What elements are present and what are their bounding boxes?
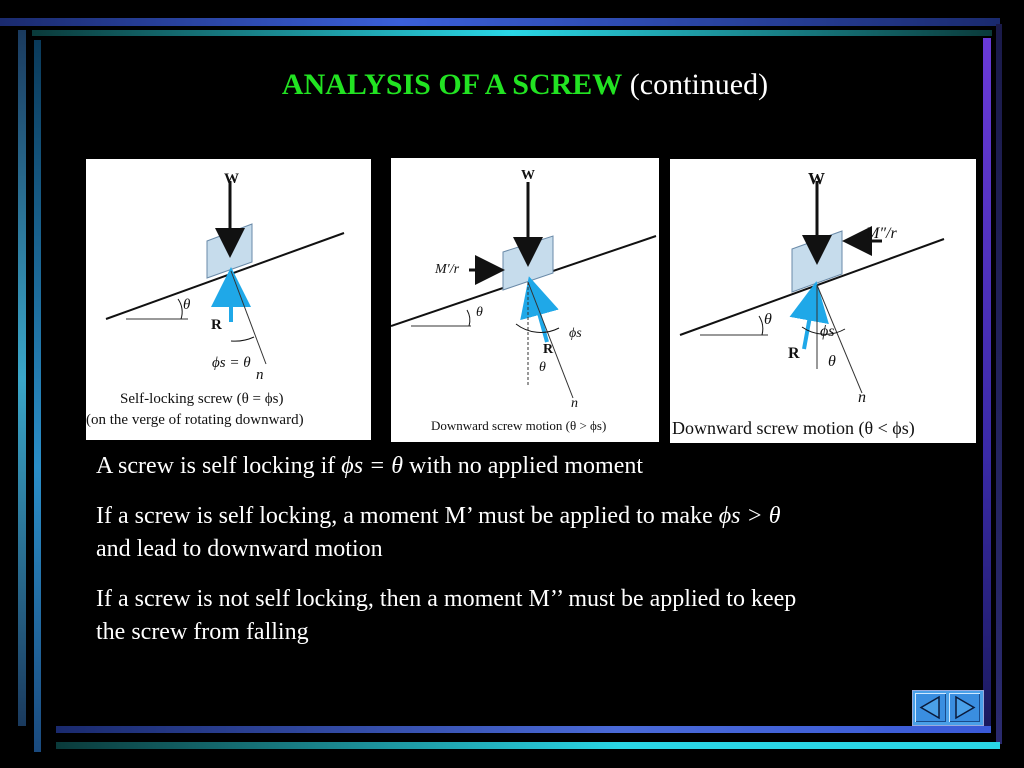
bullet-1: A screw is self locking if ϕs = θ with no applied moment [96,453,644,479]
figure-3-diagram [670,159,976,443]
label-theta-2: θ [539,360,546,375]
caption-line-1: Downward screw motion (θ > ϕs) [431,418,607,433]
decor-bar-bottom-outer [56,742,1000,749]
label-W: W [808,169,825,188]
decor-bar-top [0,18,1000,26]
caption-line-1: Self-locking screw (θ = ϕs) [120,391,284,407]
decor-bar-right-outer [996,24,1002,744]
label-M-double-prime: M″/r [866,225,897,242]
slide-navigation [912,690,984,726]
label-R: R [788,345,800,362]
decor-bar-left-inner [34,40,41,752]
caption-line-1: Downward screw motion (θ < ϕs) [672,418,915,438]
bullet-2: If a screw is self locking, a moment M’ must be applied to make ϕs > θ and lead to downward motion [96,503,781,562]
label-phi-eq: ϕs = θ [212,355,251,371]
previous-slide-button[interactable] [915,693,946,722]
label-theta: θ [183,297,191,313]
phi-arc [516,324,559,332]
decor-bar-top-inner [32,30,992,36]
theta-arc [759,316,763,335]
figure-downward-motion-1 [391,158,659,442]
title-main: ANALYSIS OF A SCREW [281,68,623,101]
label-W: W [224,171,239,187]
label-phi: ϕs [820,323,835,340]
bullet-3: If a screw is not self locking, then a moment M’’ must be applied to keep the screw from falling [96,586,797,645]
decor-bar-right [983,38,991,728]
phi-arc [231,337,254,341]
slide-body [96,450,808,666]
figure-self-locking [86,159,371,440]
label-theta: θ [476,305,483,320]
reaction-arrow [531,284,547,342]
label-phi: ϕs [569,326,582,341]
label-W: W [521,168,535,183]
label-theta-2: θ [828,353,836,370]
next-slide-button[interactable] [949,693,980,722]
figure-2-diagram [391,158,659,442]
theta-arc [178,299,182,319]
decor-bar-bottom [56,726,991,733]
decor-bar-left [18,30,26,726]
label-M-prime: M′/r [435,262,460,277]
label-n: n [256,367,264,383]
label-R: R [211,317,222,333]
normal-line [231,271,266,364]
figure-downward-motion-2 [670,159,976,443]
theta-arc [467,310,470,326]
slide-title [0,68,1024,102]
label-n: n [858,389,866,406]
label-theta: θ [764,311,772,328]
triangle-right-icon [949,693,980,722]
title-suffix: (continued) [629,68,769,101]
label-n: n [571,396,578,411]
normal-line [528,282,573,398]
math-phi-gt-theta: ϕs > θ [718,503,781,529]
label-R: R [543,342,554,357]
reaction-arrow [804,289,815,349]
caption-line-2: (on the verge of rotating downward) [86,412,304,428]
math-phi-eq-theta: ϕs = θ [341,453,404,479]
triangle-left-icon [915,693,946,722]
